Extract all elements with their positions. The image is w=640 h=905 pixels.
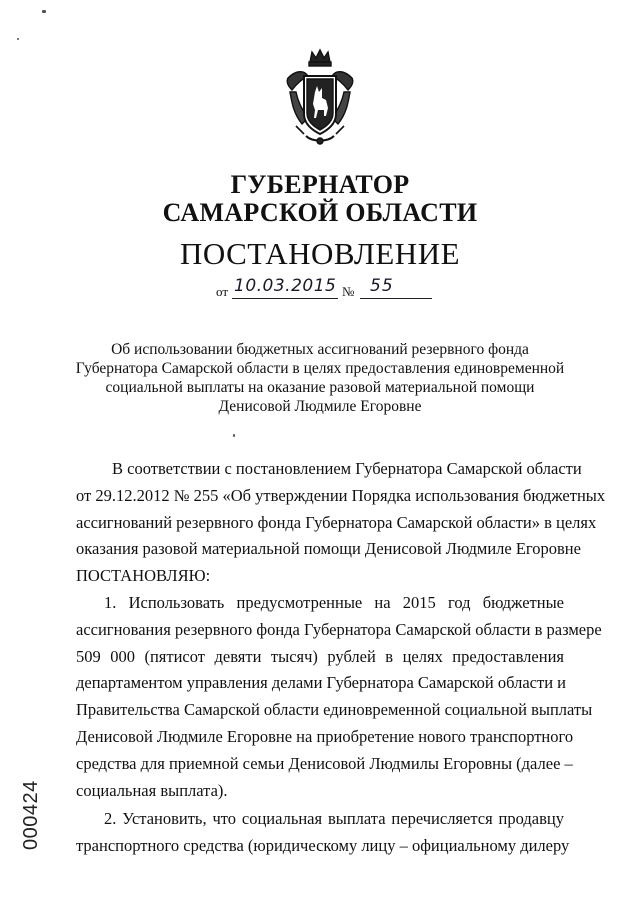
resolve-word: ПОСТАНОВЛЯЮ: xyxy=(76,566,211,586)
region-heading: САМАРСКОЙ ОБЛАСТИ xyxy=(162,198,478,227)
document-subject xyxy=(60,340,580,416)
text-line: средства для приемной семьи Денисовой Людмилы Егоровны (далее – xyxy=(76,753,573,773)
text-line: социальная выплата). xyxy=(76,780,228,800)
governor-heading: ГУБЕРНАТОР xyxy=(230,170,410,199)
date-number-line xyxy=(212,278,452,302)
text-line: от 29.12.2012 № 255 «Об утверждении Порядка использования бюджетных xyxy=(76,485,606,505)
text-line: 509 000 (пятисот девяти тысяч) рублей в целях предоставления xyxy=(76,646,564,666)
scan-speck xyxy=(17,38,19,40)
document-date: 10.03.2015 xyxy=(234,276,337,296)
preamble-paragraph xyxy=(76,456,606,590)
text-line: оказания разовой материальной помощи Денисовой Людмиле Егоровне xyxy=(76,539,581,559)
item-1-paragraph xyxy=(76,590,602,804)
scan-speck xyxy=(233,434,235,437)
text-line: департаментом управления делами Губернатора Самарской области и xyxy=(76,673,566,693)
text-line: 2. Установить, что социальная выплата перечисляется продавцу xyxy=(104,809,564,828)
number-label: № xyxy=(342,284,355,299)
document-type-title: ПОСТАНОВЛЕНИЕ xyxy=(179,236,461,271)
subject-line: Денисовой Людмиле Егоровне xyxy=(218,398,422,415)
archive-number-stamp: 000424 xyxy=(20,780,42,850)
subject-line: Губернатора Самарской области в целях предоставления единовременной xyxy=(75,360,565,377)
number-underline xyxy=(360,298,432,299)
subject-line: социальной выплаты на оказание разовой материальной помощи xyxy=(105,379,535,396)
document-number: 55 xyxy=(370,276,394,296)
text-line: Денисовой Людмиле Егоровне на приобретение нового транспортного xyxy=(76,726,574,746)
text-line: В соответствии с постановлением Губернатора Самарской области xyxy=(112,459,582,478)
date-from-label: от xyxy=(216,284,229,299)
text-line: ассигнований резервного фонда Губернатора Самарской области» в целях xyxy=(76,512,597,532)
item-2-paragraph xyxy=(76,806,570,860)
scan-speck xyxy=(42,10,46,13)
subject-line: Об использовании бюджетных ассигнований резервного фонда xyxy=(111,341,529,358)
text-line: транспортного средства (юридическому лицу – официальному дилеру xyxy=(76,835,570,855)
text-line: Правительства Самарской области единовременной социальной выплаты xyxy=(76,700,593,720)
text-line: ассигнования резервного фонда Губернатора Самарской области в размере xyxy=(76,619,602,639)
text-line: 1. Использовать предусмотренные на 2015 год бюджетные xyxy=(104,593,564,612)
date-underline xyxy=(232,298,338,299)
coat-of-arms-emblem xyxy=(282,48,358,148)
